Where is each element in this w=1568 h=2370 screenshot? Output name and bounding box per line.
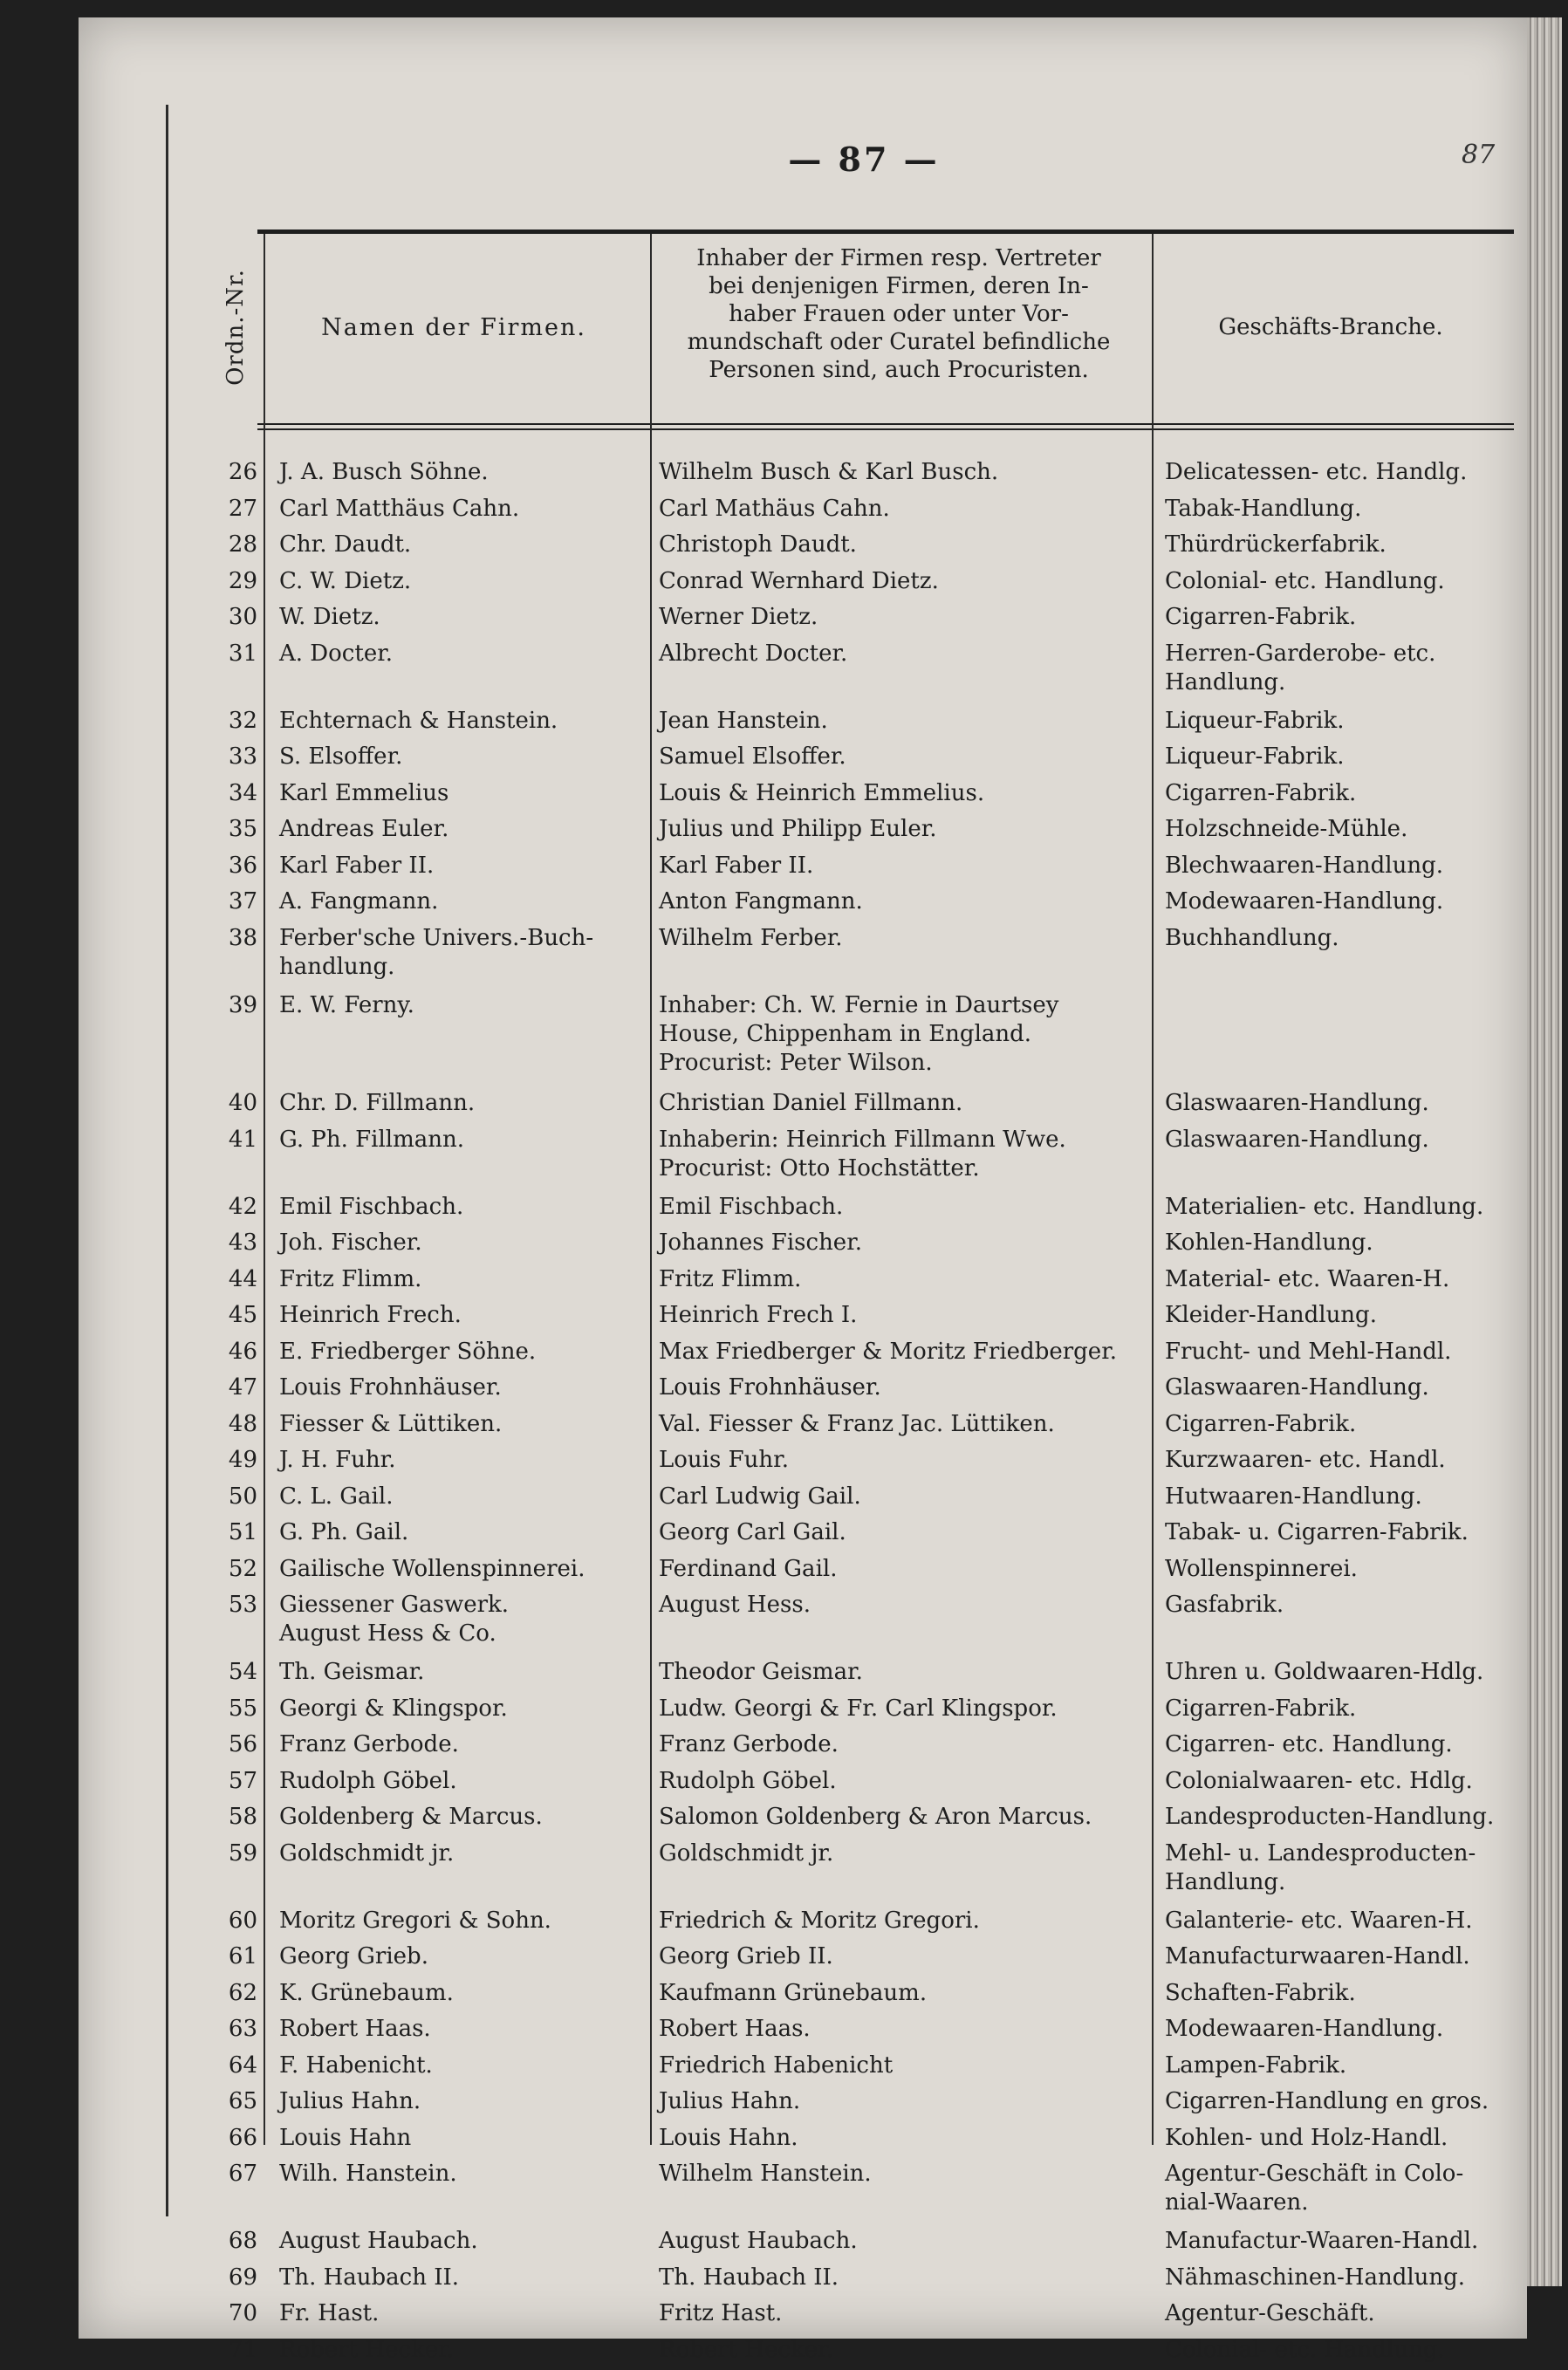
business-branch: Materialien- etc. Handlung.	[1165, 1193, 1484, 1220]
business-branch: Hutwaaren-Handlung.	[1165, 1483, 1422, 1510]
firm-name: Franz Gerbode.	[279, 1731, 459, 1757]
firm-name: Carl Matthäus Cahn.	[279, 495, 520, 522]
row-number: 26	[228, 459, 257, 485]
business-branch: Agentur-Geschäft.	[1165, 2300, 1375, 2326]
row-number: 42	[228, 1193, 257, 1220]
business-branch: Kohlen- und Holz-Handl.	[1165, 2124, 1448, 2151]
business-branch: Agentur-Geschäft in Colo- nial-Waaren.	[1165, 2161, 1464, 2216]
row-number: 32	[228, 707, 257, 734]
row-number: 35	[228, 816, 257, 842]
row-number: 60	[228, 1907, 257, 1934]
row-number: 47	[228, 1374, 257, 1401]
business-branch: Cigarren-Fabrik.	[1165, 1410, 1357, 1437]
row-number: 52	[228, 1555, 257, 1582]
header-ordn-nr: Ordn.-Nr.	[223, 269, 249, 386]
owner-name: Inhaberin: Heinrich Fillmann Wwe. Procurist: Otto Hochstätter.	[659, 1126, 1066, 1182]
row-number: 40	[228, 1090, 257, 1116]
business-branch: Gasfabrik.	[1165, 1592, 1284, 1618]
business-branch: Cigarren- etc. Handlung.	[1165, 1731, 1453, 1757]
row-number: 56	[228, 1731, 257, 1757]
firm-name: G. Ph. Fillmann.	[279, 1126, 465, 1153]
binding-margin-line	[166, 105, 168, 2216]
owner-name: Theodor Geismar.	[659, 1659, 863, 1685]
owner-name: Max Friedberger & Moritz Friedberger.	[659, 1338, 1118, 1365]
firm-name: Echternach & Hanstein.	[279, 707, 558, 734]
firm-name: C. L. Gail.	[279, 1483, 394, 1510]
row-number: 49	[228, 1447, 257, 1473]
firm-name: Moritz Gregori & Sohn.	[279, 1907, 551, 1934]
business-branch: Thürdrückerfabrik.	[1165, 531, 1387, 558]
row-number: 39	[228, 991, 257, 1018]
row-number: 68	[228, 2228, 257, 2254]
owner-name: Jean Hanstein.	[659, 707, 828, 734]
business-branch: Uhren u. Goldwaaren-Hdlg.	[1165, 1659, 1484, 1685]
owner-name: Ludw. Georgi & Fr. Carl Klingspor.	[659, 1695, 1058, 1722]
owner-name: Louis & Heinrich Emmelius.	[659, 779, 985, 806]
row-number: 64	[228, 2051, 257, 2079]
header-firm-names: Namen der Firmen.	[321, 314, 586, 341]
firm-name: Louis Frohnhäuser.	[279, 1374, 502, 1401]
row-number: 36	[228, 852, 257, 879]
row-number: 66	[228, 2124, 257, 2151]
business-branch: Holzschneide-Mühle.	[1165, 816, 1408, 842]
firm-name: Wilh. Hanstein.	[279, 2161, 457, 2187]
row-number: 65	[228, 2088, 257, 2114]
header-owners: Inhaber der Firmen resp. Vertreter bei denjenigen Firmen, deren In- haber Frauen oder unter Vor- mundschaft oder Curatel befindliche Personen sind, auch Procuristen.	[687, 245, 1111, 383]
owner-name: Wilhelm Hanstein.	[659, 2161, 872, 2187]
owner-name: Louis Hahn.	[659, 2124, 798, 2151]
firm-name: Goldenberg & Marcus.	[279, 1804, 543, 1830]
business-branch: Liqueur-Fabrik.	[1165, 743, 1345, 770]
firm-name: Heinrich Frech.	[279, 1302, 462, 1328]
owner-name: Louis Fuhr.	[659, 1447, 789, 1473]
firm-name: E. W. Ferny.	[279, 991, 414, 1018]
row-number: 70	[228, 2300, 257, 2326]
business-branch: Kohlen-Handlung.	[1165, 1230, 1373, 1256]
business-branch: Colonial- etc. Handlung.	[1165, 2336, 1445, 2363]
row-number: 51	[228, 1519, 257, 1545]
row-number: 59	[228, 1839, 257, 1867]
firm-name: A. Docter.	[279, 640, 394, 667]
business-branch: Modewaaren-Handlung.	[1165, 2016, 1444, 2042]
row-number: 53	[228, 1592, 257, 1618]
owner-name: Christoph Daudt.	[659, 531, 857, 558]
firm-name: C. W. Dietz.	[279, 567, 412, 594]
business-branch: Colonial- etc. Handlung.	[1165, 567, 1445, 594]
ledger-page	[79, 17, 1527, 2363]
row-number: 50	[228, 1483, 257, 1510]
business-branch: Material- etc. Waaren-H.	[1165, 1265, 1450, 1292]
business-branch: Tabak- u. Cigarren-Fabrik.	[1165, 1519, 1469, 1545]
owner-name: Heinrich Frech I.	[659, 1302, 858, 1328]
header-top-rule	[257, 229, 1514, 234]
owner-name: Christian Daniel Fillmann.	[659, 1090, 963, 1116]
row-number: 45	[228, 1302, 257, 1328]
firm-name: G. Ph. Gail.	[279, 1519, 409, 1545]
owner-name: Karl Faber II.	[659, 852, 814, 879]
owner-name: Conrad Wernhard Dietz.	[659, 567, 939, 594]
business-branch: Colonialwaaren- etc. Hdlg.	[1165, 1767, 1473, 1794]
firm-name: Julius Hahn.	[279, 2088, 421, 2114]
row-number: 58	[228, 1804, 257, 1830]
business-branch: Glaswaaren-Handlung.	[1165, 1374, 1429, 1401]
row-number: 57	[228, 1767, 257, 1794]
row-number: 38	[228, 924, 257, 951]
row-number: 31	[228, 640, 257, 667]
owner-name: August Haubach.	[659, 2228, 858, 2254]
row-number: 43	[228, 1230, 257, 1256]
firm-name: Georg Grieb.	[279, 1943, 428, 1969]
row-number: 54	[228, 1659, 257, 1685]
business-branch: Cigarren-Handlung en gros.	[1165, 2088, 1489, 2114]
firm-name: F. Habenicht.	[279, 2051, 433, 2079]
firm-name: K. Grünebaum.	[279, 1979, 454, 2006]
owner-name: Julius Hahn.	[659, 2088, 801, 2114]
firm-name: J. H. Fuhr.	[279, 1447, 396, 1473]
owner-name: Th. Haubach II.	[659, 2264, 839, 2291]
owner-name: Anton Fangmann.	[659, 888, 863, 914]
firm-name: J. A. Busch Söhne.	[279, 459, 489, 485]
handwritten-page-mark: 87	[1462, 140, 1496, 170]
owner-name: Robert Hecker.	[659, 2336, 834, 2363]
page-edge-stack	[1527, 17, 1562, 2286]
business-branch: Nähmaschinen-Handlung.	[1165, 2264, 1466, 2291]
owner-name: Werner Dietz.	[659, 604, 818, 630]
owner-name: Wilhelm Ferber.	[659, 924, 843, 951]
owner-name: Robert Haas.	[659, 2016, 811, 2042]
owner-name: Kaufmann Grünebaum.	[659, 1979, 928, 2006]
firm-name: Th. Haubach II.	[279, 2264, 460, 2291]
business-branch: Glaswaaren-Handlung.	[1165, 1126, 1429, 1153]
firm-name: Karl Emmelius	[279, 779, 449, 806]
owner-name: Rudolph Göbel.	[659, 1767, 837, 1794]
owner-name: Inhaber: Ch. W. Fernie in Daurtsey House, Chippenham in England. Procurist: Peter Wilson.	[659, 991, 1059, 1076]
firm-name: Ferber'sche Univers.-Buch- handlung.	[279, 924, 594, 980]
row-number: 71	[228, 2336, 257, 2363]
row-number: 46	[228, 1338, 257, 1365]
owner-name: Johannes Fischer.	[659, 1230, 863, 1256]
owner-name: Georg Carl Gail.	[659, 1519, 846, 1545]
business-branch: Galanterie- etc. Waaren-H.	[1165, 1907, 1473, 1934]
owner-name: Carl Ludwig Gail.	[659, 1483, 861, 1510]
row-number: 27	[228, 495, 257, 522]
business-branch: Kleider-Handlung.	[1165, 1302, 1377, 1328]
column-divider-1	[264, 234, 265, 2145]
row-number: 33	[228, 743, 257, 770]
row-number: 30	[228, 604, 257, 630]
row-number: 44	[228, 1265, 257, 1292]
row-number: 67	[228, 2161, 257, 2187]
row-number: 48	[228, 1410, 257, 1437]
firm-name: August Haubach.	[279, 2228, 478, 2254]
row-number: 62	[228, 1979, 257, 2006]
business-branch: Cigarren-Fabrik.	[1165, 779, 1357, 806]
firm-name: Louis Hahn	[279, 2124, 412, 2151]
owner-name: Albrecht Docter.	[659, 640, 848, 667]
owner-name: Friedrich & Moritz Gregori.	[659, 1907, 980, 1934]
business-branch: Liqueur-Fabrik.	[1165, 707, 1345, 734]
firm-name: Giessener Gaswerk. August Hess & Co.	[279, 1592, 510, 1647]
firm-name: Goldschmidt jr.	[279, 1839, 455, 1867]
row-number: 69	[228, 2264, 257, 2291]
firm-name: A. Fangmann.	[279, 888, 439, 914]
owner-name: Goldschmidt jr.	[659, 1839, 834, 1867]
firm-name: Fritz Flimm.	[279, 1265, 422, 1292]
owner-name: August Hess.	[659, 1592, 811, 1618]
business-branch: Buchhandlung.	[1165, 924, 1339, 951]
business-branch: Kurzwaaren- etc. Handl.	[1165, 1447, 1446, 1473]
firm-name: Emil Fischbach.	[279, 1193, 464, 1220]
owner-name: Julius und Philipp Euler.	[659, 816, 937, 842]
business-branch: Schaften-Fabrik.	[1165, 1979, 1356, 2006]
firm-name: Andreas Euler.	[279, 816, 449, 842]
page-number: — 87 —	[788, 140, 940, 179]
owner-name: Wilhelm Busch & Karl Busch.	[659, 459, 999, 485]
header-business-branch: Geschäfts-Branche.	[1218, 314, 1443, 340]
business-branch: Glaswaaren-Handlung.	[1165, 1090, 1429, 1116]
firm-name: S. Elsoffer.	[279, 743, 403, 770]
business-branch: Modewaaren-Handlung.	[1165, 888, 1444, 914]
business-branch: Wollenspinnerei.	[1165, 1555, 1358, 1582]
row-number: 28	[228, 531, 257, 558]
firm-name: Karl Faber II.	[279, 852, 435, 879]
firm-name: Chr. D. Fillmann.	[279, 1090, 476, 1116]
firm-name: Georgi & Klingspor.	[279, 1695, 508, 1722]
row-number: 37	[228, 888, 257, 914]
firm-name: Chr. Daudt.	[279, 531, 412, 558]
business-branch: Blechwaaren-Handlung.	[1165, 852, 1443, 879]
business-branch: Tabak-Handlung.	[1165, 495, 1362, 522]
row-number: 29	[228, 567, 257, 594]
owner-name: Louis Frohnhäuser.	[659, 1374, 881, 1401]
business-branch: Mehl- u. Landesproducten- Handlung.	[1165, 1839, 1476, 1895]
column-divider-3	[1152, 234, 1154, 2145]
firm-name: Fiesser & Lüttiken.	[279, 1410, 503, 1437]
firm-name: Fr. Hast.	[279, 2300, 380, 2326]
owner-name: Salomon Goldenberg & Aron Marcus.	[659, 1804, 1092, 1830]
firm-name: E. Friedberger Söhne.	[279, 1338, 537, 1365]
owner-name: Ferdinand Gail.	[659, 1555, 838, 1582]
business-branch: Cigarren-Fabrik.	[1165, 604, 1357, 630]
header-bottom-rule-double	[257, 428, 1514, 430]
row-number: 41	[228, 1126, 257, 1153]
owner-name: Franz Gerbode.	[659, 1731, 839, 1757]
firm-name: Joh. Fischer.	[279, 1230, 422, 1256]
business-branch: Cigarren-Fabrik.	[1165, 1695, 1357, 1722]
owner-name: Samuel Elsoffer.	[659, 743, 846, 770]
row-number: 61	[228, 1943, 257, 1969]
row-number: 55	[228, 1695, 257, 1722]
owner-name: Emil Fischbach.	[659, 1193, 844, 1220]
header-bottom-rule	[257, 423, 1514, 425]
business-branch: Lampen-Fabrik.	[1165, 2051, 1347, 2079]
firm-name: Rudolph Göbel.	[279, 1767, 457, 1794]
row-number: 63	[228, 2016, 257, 2042]
business-branch: Manufacturwaaren-Handl.	[1165, 1943, 1470, 1969]
owner-name: Friedrich Habenicht	[659, 2051, 894, 2079]
firm-name: Th. Geismar.	[279, 1659, 425, 1685]
business-branch: Frucht- und Mehl-Handl.	[1165, 1338, 1452, 1365]
row-number: 34	[228, 779, 257, 806]
firm-name: Robert Haas.	[279, 2016, 431, 2042]
business-branch: Herren-Garderobe- etc. Handlung.	[1165, 640, 1436, 695]
firm-name: Robert Hecker.	[279, 2336, 455, 2363]
firm-name: W. Dietz.	[279, 604, 380, 630]
owner-name: Fritz Hast.	[659, 2300, 783, 2326]
owner-name: Fritz Flimm.	[659, 1265, 802, 1292]
firm-name: Gailische Wollenspinnerei.	[279, 1555, 585, 1582]
owner-name: Carl Mathäus Cahn.	[659, 495, 890, 522]
business-branch: Delicatessen- etc. Handlg.	[1165, 459, 1468, 485]
business-branch: Landesproducten-Handlung.	[1165, 1804, 1495, 1830]
owner-name: Val. Fiesser & Franz Jac. Lüttiken.	[659, 1410, 1055, 1437]
business-branch: Manufactur-Waaren-Handl.	[1165, 2228, 1479, 2254]
owner-name: Georg Grieb II.	[659, 1943, 833, 1969]
